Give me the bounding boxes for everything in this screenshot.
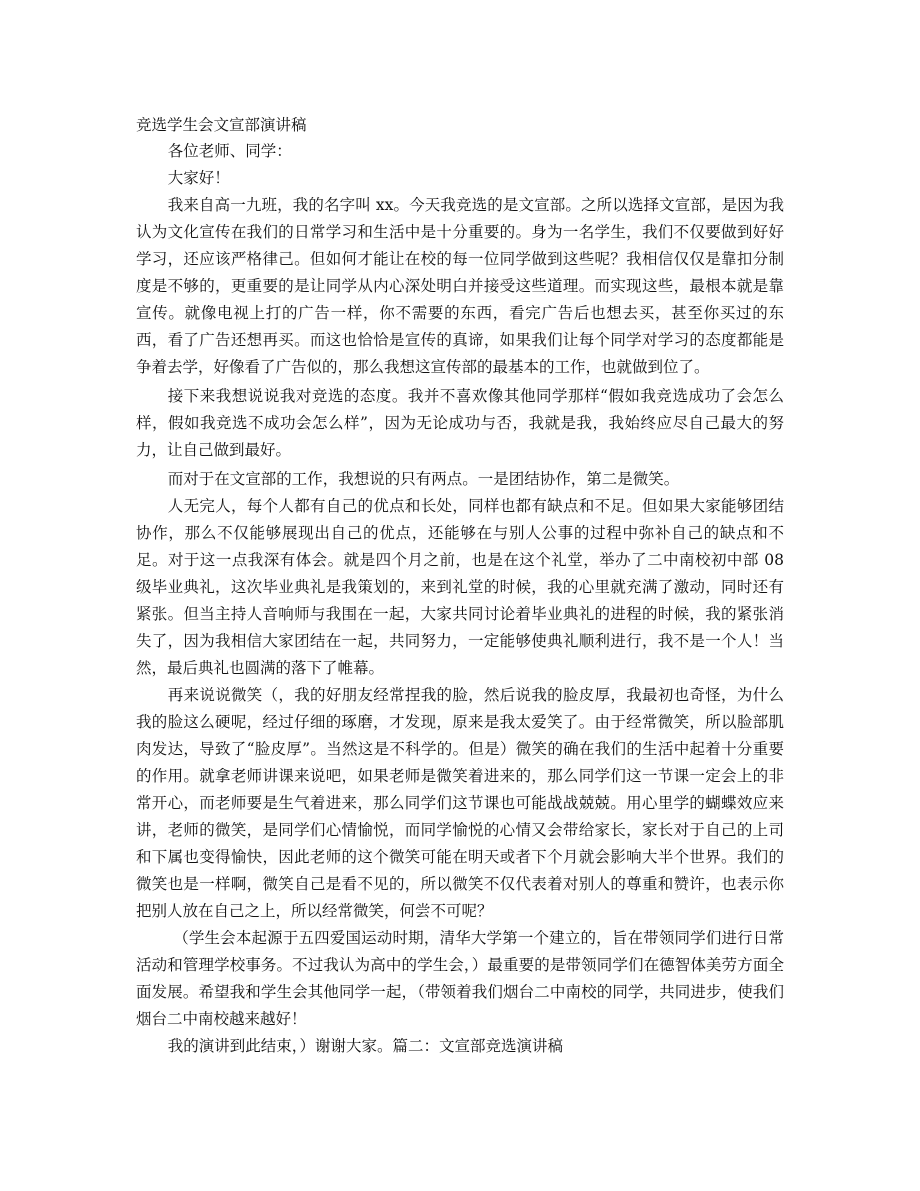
closing-paragraph: 我的演讲到此结束，）谢谢大家。篇二：文宣部竞选演讲稿 <box>167 1037 564 1055</box>
attitude-paragraph: 接下来我想说说我对竞选的态度。我并不喜欢像其他同学那样“假如我竞选成功了会怎么样，假如我竞选不成功会怎么样”，因为无论成功与否，我就是我，我始终应尽自己最大的努力，让自己做到最好。 <box>136 387 784 459</box>
document-body <box>136 138 784 1060</box>
salutation-paragraph: 各位老师、同学： <box>167 142 292 160</box>
greeting-paragraph: 大家好！ <box>167 169 230 187</box>
two-points-paragraph: 而对于在文宣部的工作，我想说的只有两点。一是团结协作，第二是微笑。 <box>167 470 680 488</box>
intro-paragraph: 我来自高一九班，我的名字叫 xx。今天我竞选的是文宣部。之所以选择文宣部，是因为我认为文化宣传在我们的日常学习和生活中是十分重要的。身为一名学生，我们不仅要做到好好学习，还应该严格律己。但如何才能让在校的每一位同学做到这些呢？我相信仅仅是靠扣分制度是不够的，更重要的是让同学从内心深处明白并接受这些道理。而实现这些，最根本就是靠宣传。就像电视上打的广告一样，你不需要的东西，看完广告后也想去买，甚至你买过的东西，看了广告还想再买。而这也恰恰是宣传的真谛，如果我们让每个同学对学习的态度都能是争着去学，好像看了广告似的，那么我想这宣传部的最基本的工作，也就做到位了。 <box>136 196 784 376</box>
document-title: 竞选学生会文宣部演讲稿 <box>136 116 307 134</box>
smile-paragraph: 再来说说微笑（，我的好朋友经常捏我的脸，然后说我的脸皮厚，我最初也奇怪，为什么我的脸这么硬呢，经过仔细的琢磨，才发现，原来是我太爱笑了。由于经常微笑，所以脸部肌肉发达，导致了“脸皮厚”。当然这是不科学的。但是）微笑的确在我们的生活中起着十分重要的作用。就拿老师讲课来说吧，如果老师是微笑着进来的，那么同学们这一节课一定会上的非常开心，而老师要是生气着进来，那么同学们这节课也可能战战兢兢。用心里学的蝴蝶效应来讲，老师的微笑，是同学们心情愉悦，而同学愉悦的心情又会带给家长，家长对于自己的上司和下属也变得愉快，因此老师的这个微笑可能在明天或者下个月就会影响大半个世界。我们的微笑也是一样啊，微笑自己是看不见的，所以微笑不仅代表着对别人的尊重和赞许，也表示你把别人放在自己之上，所以经常微笑，何尝不可呢？ <box>136 686 784 920</box>
student-union-paragraph: （学生会本起源于五四爱国运动时期，清华大学第一个建立的，旨在带领同学们进行日常活动和管理学校事务。不过我认为高中的学生会，）最重要的是带领同学们在德智体美劳方面全面发展。希望我和学生会其他同学一起，（带领着我们烟台二中南校的同学，共同进步，使我们烟台二中南校越来越好！ <box>136 929 784 1028</box>
teamwork-paragraph: 人无完人，每个人都有自己的优点和长处，同样也都有缺点和不足。但如果大家能够团结协作，那么不仅能够展现出自己的优点，还能够在与别人公事的过程中弥补自己的缺点和不足。对于这一点我深有体会。就是四个月之前，也是在这个礼堂，举办了二中南校初中部 08 级毕业典礼，这次毕业典礼是我策划的，来到礼堂的时候，我的心里就充满了激动，同时还有紧张。但当主持人音响师与我围在一起，大家共同讨论着毕业典礼的进程的时候，我的紧张消失了，因为我相信大家团结在一起，共同努力，一定能够使典礼顺利进行，我不是一个人！当然，最后典礼也圆满的落下了帷幕。 <box>136 497 784 677</box>
